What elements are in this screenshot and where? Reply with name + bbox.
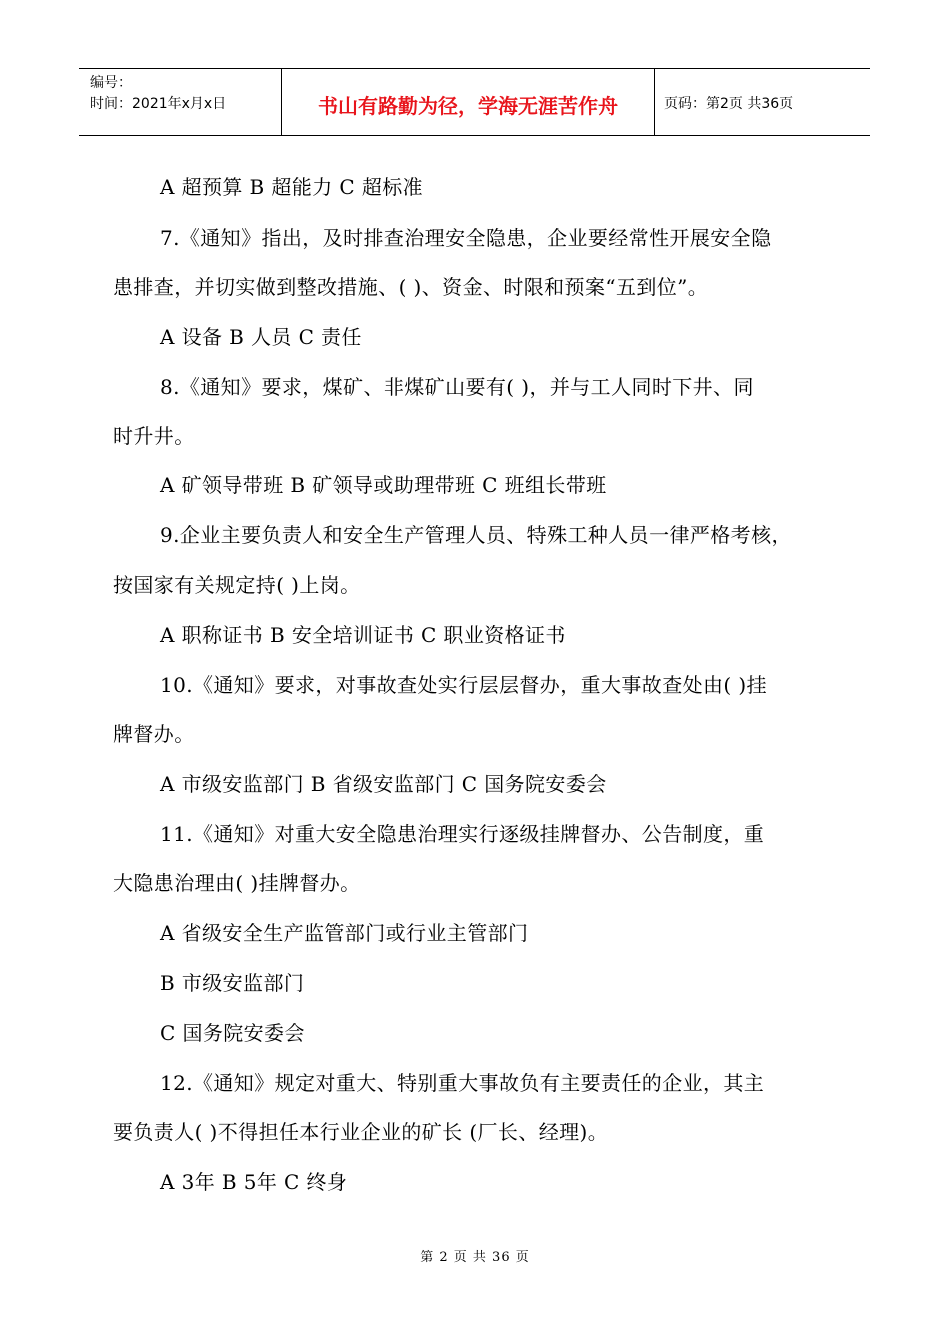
question-10-options: A 市级安监部门 B 省级安监部门 C 国务院安委会: [160, 772, 607, 796]
page-footer: 第 2 页 共 36 页: [420, 1250, 530, 1265]
question-8-options: A 矿领导带班 B 矿领导或助理带班 C 班组长带班: [160, 473, 607, 497]
question-7-text-continued: 患排查，并切实做到整改措施、( )、资金、时限和预案“五到位”。: [113, 275, 709, 299]
question-10-text-continued: 牌督办。: [113, 722, 195, 746]
question-9-text-continued: 按国家有关规定持( )上岗。: [113, 573, 361, 597]
question-11-option-c: C 国务院安委会: [160, 1021, 305, 1045]
page-header: [79, 68, 870, 136]
question-8-text-continued: 时升井。: [113, 424, 195, 448]
document-number-label: 编号：: [90, 75, 132, 91]
question-7-options: A 设备 B 人员 C 责任: [160, 325, 362, 349]
question-12-options: A 3年 B 5年 C 终身: [160, 1170, 348, 1194]
question-11-text: 11.《通知》对重大安全隐患治理实行逐级挂牌督办、公告制度，重: [160, 822, 765, 846]
header-meta: [79, 69, 282, 135]
header-page-indicator: 页码：第2页 共36页: [664, 96, 794, 112]
question-12-text: 12.《通知》规定对重大、特别重大事故负有主要责任的企业，其主: [160, 1071, 765, 1095]
question-10-text: 10.《通知》要求，对事故查处实行层层督办，重大事故查处由( )挂: [160, 673, 767, 697]
header-motto: 书山有路勤为径，学海无涯苦作舟: [282, 69, 655, 135]
question-6-options: A 超预算 B 超能力 C 超标准: [160, 175, 424, 199]
question-9-text: 9.企业主要负责人和安全生产管理人员、特殊工种人员一律严格考核，: [160, 523, 792, 547]
question-7-text: 7.《通知》指出，及时排查治理安全隐患，企业要经常性开展安全隐: [160, 226, 772, 250]
question-11-option-b: B 市级安监部门: [160, 971, 305, 995]
question-11-text-continued: 大隐患治理由( )挂牌督办。: [113, 871, 361, 895]
question-9-options: A 职称证书 B 安全培训证书 C 职业资格证书: [160, 623, 566, 647]
question-11-option-a: A 省级安全生产监管部门或行业主管部门: [160, 921, 529, 945]
question-12-text-continued: 要负责人( )不得担任本行业企业的矿长 (厂长、经理)。: [113, 1120, 609, 1144]
document-time-label: 时间：2021年x月x日: [90, 96, 227, 112]
question-8-text: 8.《通知》要求，煤矿、非煤矿山要有( )，并与工人同时下井、同: [160, 375, 754, 399]
